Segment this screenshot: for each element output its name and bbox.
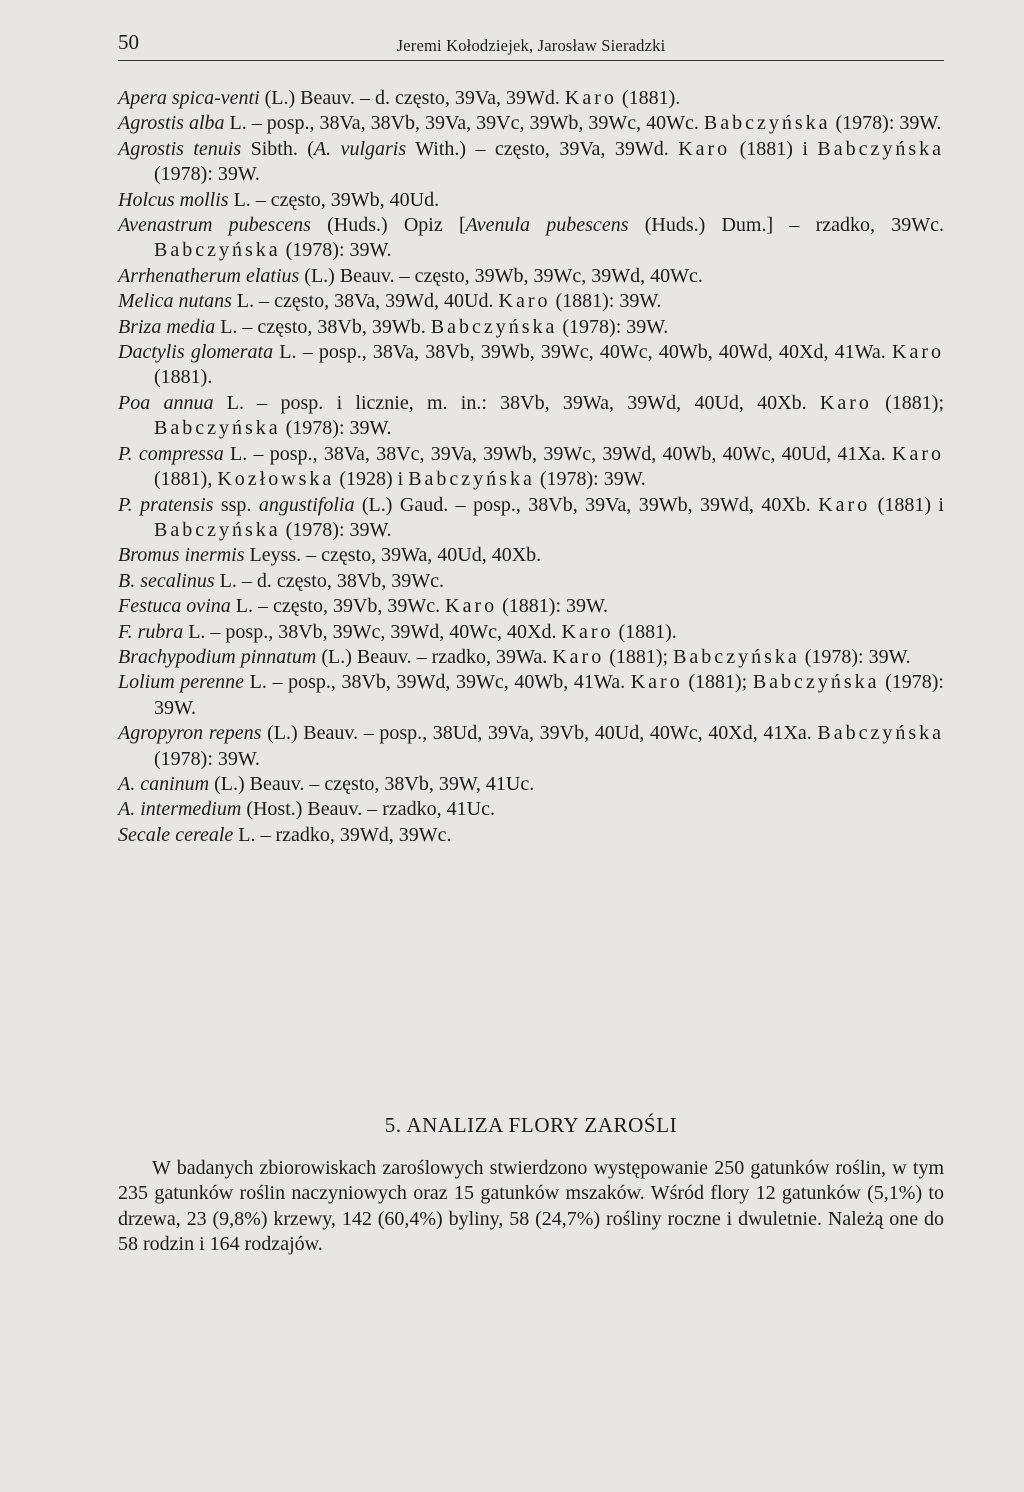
species-name: A. caninum bbox=[118, 772, 210, 795]
species-name: Bromus inermis bbox=[118, 544, 245, 567]
entry-text: Sibth. ( bbox=[241, 137, 314, 160]
entry-text: With.) – często, 39Va, 39Wd. bbox=[406, 137, 679, 160]
author-name: Babczyńska bbox=[430, 315, 558, 338]
entry-text: (1881), bbox=[154, 468, 218, 491]
entry-text: L. – posp., 38Va, 38Vb, 39Va, 39Vc, 39Wb, 39Wc, 40Wc. bbox=[224, 112, 704, 135]
author-name: Karo bbox=[818, 493, 871, 516]
species-entry bbox=[118, 86, 944, 111]
entry-text: L. – często, 39Vb, 39Wc. bbox=[230, 595, 446, 618]
entry-text: (1881); bbox=[604, 645, 674, 668]
entry-text: L. – rzadko, 39Wd, 39Wc. bbox=[233, 823, 452, 846]
species-entry bbox=[118, 620, 944, 645]
species-name: B. secalinus bbox=[118, 569, 215, 592]
running-title: Jeremi Kołodziejek, Jarosław Sieradzki bbox=[396, 36, 666, 55]
species-entry bbox=[118, 543, 944, 568]
species-name: Festuca ovina bbox=[118, 595, 231, 618]
species-name: F. rubra bbox=[118, 620, 184, 643]
entry-text: (Host.) Beauv. – rzadko, 41Uc. bbox=[241, 798, 495, 821]
species-name: Briza media bbox=[118, 315, 216, 338]
entry-text: (1928) i bbox=[334, 468, 409, 491]
entry-text: L. – często, 38Vb, 39Wb. bbox=[215, 315, 431, 338]
species-entry bbox=[118, 188, 944, 213]
species-name: Agrostis tenuis bbox=[118, 137, 242, 160]
entry-text: (Huds.) Opiz [ bbox=[310, 214, 466, 237]
entry-text: L. – posp., 38Va, 38Vb, 39Wb, 39Wc, 40Wc, 40Wb, 40Wd, 40Xd, 41Wa. bbox=[273, 341, 893, 364]
species-name: Agropyron repens bbox=[118, 722, 262, 745]
entry-text: (1978): 39W. bbox=[557, 315, 669, 338]
entry-text: (L.) Beauv. – rzadko, 39Wa. bbox=[316, 645, 553, 668]
author-name: Karo bbox=[561, 620, 614, 643]
species-name: angustifolia bbox=[258, 493, 355, 516]
page-header bbox=[118, 26, 944, 61]
species-name: Arrhenatherum elatius bbox=[118, 264, 300, 287]
entry-text: (1978): 39W. bbox=[154, 163, 260, 186]
species-name: P. pratensis bbox=[118, 493, 214, 516]
entry-text: (1978): 39W. bbox=[280, 518, 392, 541]
species-entry bbox=[118, 772, 944, 797]
species-name: A. intermedium bbox=[118, 798, 242, 821]
entry-text: (L.) Beauv. – często, 38Vb, 39W, 41Uc. bbox=[209, 772, 535, 795]
entry-text: (1881) i bbox=[870, 493, 944, 516]
species-entry bbox=[118, 721, 944, 772]
species-entry bbox=[118, 111, 944, 136]
author-name: Karo bbox=[678, 137, 731, 160]
species-name: Secale cereale bbox=[118, 823, 234, 846]
species-entry bbox=[118, 289, 944, 314]
species-name: Holcus mollis bbox=[118, 188, 229, 211]
entry-text: (1978): 39W. bbox=[154, 671, 944, 719]
section-heading: 5. ANALIZA FLORY ZAROŚLI bbox=[384, 1113, 678, 1137]
author-name: Babczyńska bbox=[752, 671, 880, 694]
author-name: Karo bbox=[445, 595, 498, 618]
entry-text: Leyss. – często, 39Wa, 40Ud, 40Xb. bbox=[244, 544, 542, 567]
species-name: P. compressa bbox=[118, 442, 224, 465]
species-entry bbox=[118, 645, 944, 670]
author-name: Karo bbox=[819, 391, 872, 414]
author-name: Karo bbox=[498, 290, 551, 313]
entry-text: (1881) i bbox=[730, 137, 818, 160]
entry-text: (1881). bbox=[616, 87, 681, 109]
author-name: Kozłowska bbox=[217, 468, 335, 491]
entry-text: (L.) Beauv. – posp., 38Ud, 39Va, 39Vb, 40Ud, 40Wc, 40Xd, 41Xa. bbox=[261, 722, 818, 745]
entry-text: (Huds.) Dum.] – rzadko, 39Wc. bbox=[628, 214, 944, 237]
entry-text: (1881); bbox=[871, 391, 945, 414]
author-name: Karo bbox=[630, 671, 683, 694]
species-name: Lolium perenne bbox=[118, 671, 244, 694]
species-entry bbox=[118, 264, 944, 289]
entry-text: L. – często, 38Va, 39Wd, 40Ud. bbox=[231, 290, 499, 313]
species-entry bbox=[118, 137, 944, 188]
species-entry bbox=[118, 340, 944, 391]
author-name: Karo bbox=[552, 645, 605, 668]
species-name: Melica nutans bbox=[118, 290, 232, 313]
author-name: Karo bbox=[892, 341, 944, 364]
species-entry bbox=[118, 569, 944, 594]
species-name: Avenula pubescens bbox=[465, 214, 629, 237]
entry-text: (1978): 39W. bbox=[830, 112, 942, 135]
species-entry bbox=[118, 315, 944, 340]
species-entry bbox=[118, 670, 944, 721]
author-name: Babczyńska bbox=[154, 239, 281, 262]
entry-text: (L.) Beauv. – d. często, 39Va, 39Wd. bbox=[259, 87, 565, 109]
author-name: Babczyńska bbox=[703, 112, 831, 135]
species-entry bbox=[118, 213, 944, 264]
entry-text: (1978): 39W. bbox=[154, 747, 260, 770]
species-name: Apera spica-venti bbox=[118, 87, 260, 109]
species-name: A. vulgaris bbox=[313, 137, 407, 160]
entry-text: (L.) Gaud. – posp., 38Vb, 39Va, 39Wb, 39Wd, 40Xb. bbox=[354, 493, 819, 516]
species-name: Poa annua bbox=[118, 391, 214, 414]
section-paragraph: W badanych zbiorowiskach zaroślowych stwierdzono występowanie 250 gatunków roślin, w tym 235 gatunków roślin naczyniowych oraz 15 gatunków mszaków. Wśród flory 12 gatunków (5,1%) to drzewa, 23 (9,8%) krzewy, 142 (60,4%) byliny, 58 (24,7%) rośliny roczne i dwuletnie. Należą one do 58 rodzin i 164 rodzajów. bbox=[118, 1157, 944, 1256]
entry-text: (L.) Beauv. – często, 39Wb, 39Wc, 39Wd, 40Wc. bbox=[299, 264, 703, 287]
entry-text: (1881); bbox=[682, 671, 753, 694]
entry-text: (1978): 39W. bbox=[534, 468, 646, 491]
species-entry bbox=[118, 594, 944, 619]
species-entry bbox=[118, 797, 944, 822]
species-entry bbox=[118, 442, 944, 493]
entry-text: L. – posp., 38Vb, 39Wc, 39Wd, 40Wc, 40Xd. bbox=[183, 620, 562, 643]
author-name: Babczyńska bbox=[154, 518, 281, 541]
species-name: Brachypodium pinnatum bbox=[118, 645, 317, 668]
species-entry bbox=[118, 823, 944, 848]
species-entry bbox=[118, 493, 944, 544]
entry-text: (1881): 39W. bbox=[550, 290, 662, 313]
entry-text: ssp. bbox=[213, 493, 259, 516]
page-number: 50 bbox=[118, 30, 139, 54]
entry-text: (1978): 39W. bbox=[280, 417, 392, 440]
species-entry bbox=[118, 391, 944, 442]
author-name: Babczyńska bbox=[408, 468, 535, 491]
entry-text: (1881). bbox=[613, 620, 677, 643]
entry-text: (1978): 39W. bbox=[280, 239, 392, 262]
author-name: Babczyńska bbox=[817, 722, 944, 745]
species-list bbox=[118, 86, 944, 848]
entry-text: L. – posp., 38Vb, 39Wd, 39Wc, 40Wb, 41Wa. bbox=[243, 671, 631, 694]
species-name: Dactylis glomerata bbox=[118, 341, 274, 364]
entry-text: (1978): 39W. bbox=[799, 645, 911, 668]
species-name: Agrostis alba bbox=[118, 112, 225, 135]
author-name: Karo bbox=[564, 87, 617, 109]
author-name: Karo bbox=[892, 442, 944, 465]
entry-text: L. – często, 39Wb, 40Ud. bbox=[228, 188, 440, 211]
author-name: Babczyńska bbox=[673, 645, 800, 668]
entry-text: L. – d. często, 38Vb, 39Wc. bbox=[214, 569, 445, 592]
author-name: Babczyńska bbox=[817, 137, 944, 160]
entry-text: (1881). bbox=[154, 366, 213, 389]
entry-text: L. – posp., 38Va, 38Vc, 39Va, 39Wb, 39Wc, 39Wd, 40Wb, 40Wc, 40Ud, 41Xa. bbox=[223, 442, 892, 465]
species-name: Avenastrum pubescens bbox=[118, 214, 311, 237]
entry-text: L. – posp. i licznie, m. in.: 38Vb, 39Wa, 39Wd, 40Ud, 40Xb. bbox=[213, 391, 820, 414]
entry-text: (1881): 39W. bbox=[497, 595, 609, 618]
author-name: Babczyńska bbox=[154, 417, 281, 440]
